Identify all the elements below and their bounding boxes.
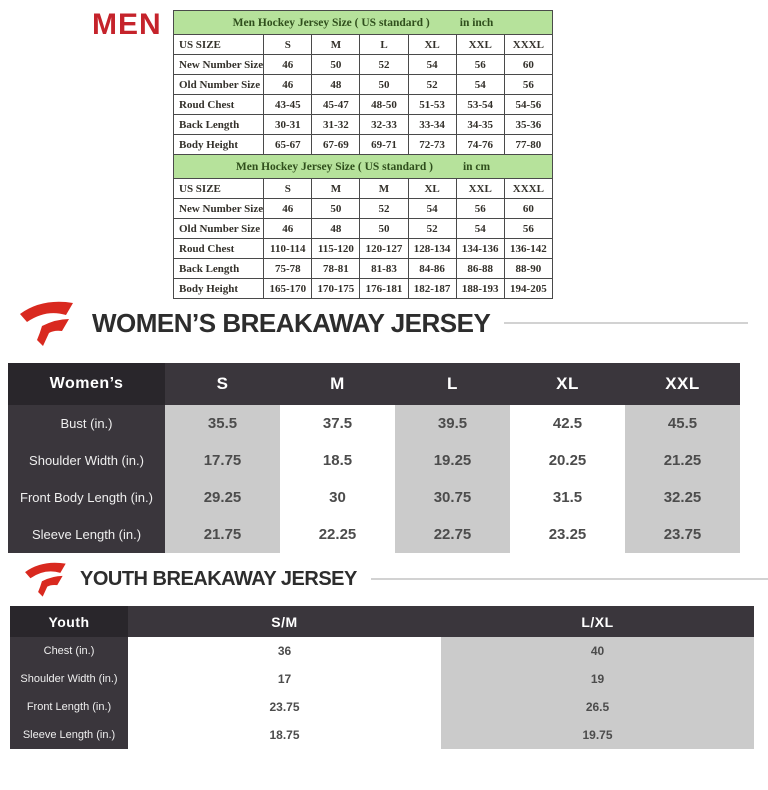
men-value-cell: 52 — [408, 75, 456, 95]
men-table-unit-text: in inch — [459, 16, 494, 29]
youth-section-title: YOUTH BREAKAWAY JERSEY — [80, 567, 357, 590]
men-table-title — [174, 11, 553, 35]
men-value-cell: 69-71 — [360, 135, 408, 155]
men-value-cell: 48 — [312, 219, 360, 239]
women-table-row-label: Sleeve Length (in.) — [8, 516, 165, 553]
youth-table-column-header: S/M — [128, 606, 441, 637]
men-value-cell: 48-50 — [360, 95, 408, 115]
youth-table-corner-label: Youth — [10, 606, 128, 637]
men-value-cell: 46 — [264, 199, 312, 219]
men-value-cell: 56 — [504, 219, 552, 239]
men-header-size-cell: M — [360, 179, 408, 199]
women-table-value-cell: 39.5 — [395, 405, 510, 442]
men-header-label-cell: US SIZE — [174, 179, 264, 199]
men-value-cell: 46 — [264, 75, 312, 95]
men-value-cell: 48 — [312, 75, 360, 95]
men-table-title-text: Men Hockey Jersey Size ( US standard ) — [235, 160, 433, 173]
women-table-value-cell: 23.25 — [548, 526, 587, 543]
men-value-cell: 54 — [456, 219, 504, 239]
men-table-title-row — [174, 155, 553, 179]
women-table-value-cell: 29.25 — [165, 479, 280, 516]
youth-table-value-cell: 40 — [441, 637, 754, 665]
youth-header-rule — [371, 578, 768, 580]
youth-table-row — [10, 721, 754, 749]
men-value-cell: 32-33 — [360, 115, 408, 135]
men-header-size-cell: XXL — [456, 179, 504, 199]
men-value-cell: 136-142 — [504, 239, 552, 259]
men-table-header-row — [174, 35, 553, 55]
men-value-cell: 56 — [456, 55, 504, 75]
youth-section-header — [22, 556, 768, 602]
men-value-cell: 194-205 — [504, 279, 552, 299]
men-value-cell: 50 — [360, 75, 408, 95]
men-value-cell: 53-54 — [456, 95, 504, 115]
women-table-row — [8, 405, 740, 442]
women-table-row-label: Front Body Length (in.) — [8, 479, 165, 516]
men-value-cell: 77-80 — [504, 135, 552, 155]
men-value-cell: 54 — [456, 75, 504, 95]
men-value-cell: 60 — [504, 199, 552, 219]
youth-table-value-cell: 23.75 — [269, 700, 300, 714]
men-header-size-cell: XL — [408, 179, 456, 199]
women-table-value-cell: 21.25 — [625, 442, 740, 479]
women-table-row-label: Shoulder Width (in.) — [8, 442, 165, 479]
women-table-value-cell: 17.75 — [165, 442, 280, 479]
women-section-title: WOMEN’S BREAKAWAY JERSEY — [92, 307, 491, 338]
women-table-value-cell: 18.5 — [322, 452, 353, 469]
women-table-value-cell: 31.5 — [552, 489, 583, 506]
men-header-size-cell: XL — [408, 35, 456, 55]
men-size-table-body — [174, 11, 553, 299]
women-table-value-cell: 20.25 — [548, 452, 587, 469]
men-row-label: Old Number Size — [174, 75, 264, 95]
youth-table-column-header: L/XL — [441, 606, 754, 637]
men-row-label: Roud Chest — [174, 239, 264, 259]
women-table-value-cell: 30 — [329, 489, 346, 506]
women-header-rule — [504, 322, 748, 324]
men-table-row — [174, 259, 553, 279]
women-table-column-header: XXL — [625, 363, 740, 405]
women-table-value-cell: 19.25 — [395, 442, 510, 479]
women-table-value-cell: 35.5 — [165, 405, 280, 442]
youth-table-row-label: Front Length (in.) — [10, 693, 128, 721]
men-value-cell: 51-53 — [408, 95, 456, 115]
men-table-row — [174, 135, 553, 155]
men-header-size-cell: XXXL — [504, 179, 552, 199]
men-row-label: Back Length — [174, 115, 264, 135]
women-size-table-head — [8, 363, 740, 405]
youth-table-value-cell: 19 — [441, 665, 754, 693]
men-table-row — [174, 55, 553, 75]
men-table-row — [174, 239, 553, 259]
men-value-cell: 176-181 — [360, 279, 408, 299]
men-header-size-cell: M — [312, 35, 360, 55]
men-value-cell: 74-76 — [456, 135, 504, 155]
women-section-header — [16, 296, 748, 350]
men-value-cell: 34-35 — [456, 115, 504, 135]
men-value-cell: 56 — [456, 199, 504, 219]
women-table-column-header: XL — [510, 363, 625, 405]
women-table-corner-label: Women’s — [8, 363, 165, 405]
youth-table-value-cell: 26.5 — [441, 693, 754, 721]
men-value-cell: 52 — [408, 219, 456, 239]
women-table-value-cell: 45.5 — [625, 405, 740, 442]
women-size-table-body — [8, 405, 740, 553]
youth-table-value-cell: 17 — [277, 672, 292, 686]
men-value-cell: 31-32 — [312, 115, 360, 135]
men-value-cell: 72-73 — [408, 135, 456, 155]
men-table-header-row — [174, 179, 553, 199]
youth-size-table-body — [10, 637, 754, 749]
men-value-cell: 50 — [312, 199, 360, 219]
men-value-cell: 81-83 — [360, 259, 408, 279]
youth-table-header-row — [10, 606, 754, 637]
men-table-title-text: Men Hockey Jersey Size ( US standard ) — [232, 16, 430, 29]
women-table-value-cell: 42.5 — [552, 415, 583, 432]
men-value-cell: 110-114 — [264, 239, 312, 259]
men-value-cell: 52 — [360, 55, 408, 75]
men-header-size-cell: S — [264, 179, 312, 199]
men-value-cell: 75-78 — [264, 259, 312, 279]
men-value-cell: 120-127 — [360, 239, 408, 259]
women-table-value-cell: 30.75 — [395, 479, 510, 516]
men-section-label: MEN — [92, 8, 162, 41]
youth-table-row — [10, 637, 754, 665]
men-value-cell: 46 — [264, 219, 312, 239]
women-table-column-header: S — [165, 363, 280, 405]
men-value-cell: 78-81 — [312, 259, 360, 279]
men-value-cell: 84-86 — [408, 259, 456, 279]
men-table-row — [174, 75, 553, 95]
men-value-cell: 165-170 — [264, 279, 312, 299]
men-row-label: Body Height — [174, 279, 264, 299]
men-header-size-cell: XXL — [456, 35, 504, 55]
women-table-value-cell: 21.75 — [165, 516, 280, 553]
men-value-cell: 67-69 — [312, 135, 360, 155]
men-value-cell: 86-88 — [456, 259, 504, 279]
men-header-size-cell: M — [312, 179, 360, 199]
youth-table-value-cell: 18.75 — [269, 728, 300, 742]
women-table-value-cell: 22.75 — [395, 516, 510, 553]
men-value-cell: 170-175 — [312, 279, 360, 299]
youth-table-value-cell: 19.75 — [441, 721, 754, 749]
men-table-row — [174, 115, 553, 135]
men-table-row — [174, 219, 553, 239]
men-value-cell: 54 — [408, 199, 456, 219]
men-value-cell: 65-67 — [264, 135, 312, 155]
men-value-cell: 54-56 — [504, 95, 552, 115]
men-header-label-cell: US SIZE — [174, 35, 264, 55]
men-size-table — [173, 10, 553, 299]
women-table-value-cell: 32.25 — [625, 479, 740, 516]
women-table-value-cell: 23.75 — [625, 516, 740, 553]
fanatics-flag-logo-icon — [16, 297, 76, 349]
men-header-size-cell: L — [360, 35, 408, 55]
men-table-title-row — [174, 11, 553, 35]
men-row-label: New Number Size — [174, 199, 264, 219]
men-value-cell: 128-134 — [408, 239, 456, 259]
fanatics-flag-logo-icon — [22, 559, 68, 599]
women-table-header-row — [8, 363, 740, 405]
youth-table-row-label: Shoulder Width (in.) — [10, 665, 128, 693]
men-table-unit-text: in cm — [462, 160, 491, 173]
men-value-cell: 60 — [504, 55, 552, 75]
youth-table-row-label: Chest (in.) — [10, 637, 128, 665]
men-value-cell: 134-136 — [456, 239, 504, 259]
men-row-label: New Number Size — [174, 55, 264, 75]
youth-size-table-head — [10, 606, 754, 637]
men-value-cell: 50 — [360, 219, 408, 239]
men-row-label: Body Height — [174, 135, 264, 155]
youth-table-row-label: Sleeve Length (in.) — [10, 721, 128, 749]
men-value-cell: 88-90 — [504, 259, 552, 279]
men-value-cell: 33-34 — [408, 115, 456, 135]
women-table-value-cell: 37.5 — [322, 415, 353, 432]
youth-size-table — [10, 606, 754, 749]
men-table-title — [174, 155, 553, 179]
men-value-cell: 43-45 — [264, 95, 312, 115]
women-table-column-header: M — [280, 363, 395, 405]
men-value-cell: 52 — [360, 199, 408, 219]
men-row-label: Old Number Size — [174, 219, 264, 239]
men-table-row — [174, 199, 553, 219]
men-value-cell: 115-120 — [312, 239, 360, 259]
men-header-size-cell: XXXL — [504, 35, 552, 55]
men-row-label: Back Length — [174, 259, 264, 279]
men-value-cell: 188-193 — [456, 279, 504, 299]
men-value-cell: 30-31 — [264, 115, 312, 135]
men-value-cell: 50 — [312, 55, 360, 75]
women-table-row-label: Bust (in.) — [8, 405, 165, 442]
women-table-row — [8, 516, 740, 553]
men-table-row — [174, 95, 553, 115]
women-table-row — [8, 442, 740, 479]
women-table-value-cell: 22.25 — [318, 526, 357, 543]
youth-table-row — [10, 693, 754, 721]
women-table-row — [8, 479, 740, 516]
women-table-column-header: L — [395, 363, 510, 405]
youth-table-row — [10, 665, 754, 693]
men-value-cell: 182-187 — [408, 279, 456, 299]
men-row-label: Roud Chest — [174, 95, 264, 115]
youth-table-value-cell: 36 — [277, 644, 292, 658]
men-value-cell: 56 — [504, 75, 552, 95]
men-value-cell: 46 — [264, 55, 312, 75]
men-value-cell: 45-47 — [312, 95, 360, 115]
men-value-cell: 54 — [408, 55, 456, 75]
men-header-size-cell: S — [264, 35, 312, 55]
men-value-cell: 35-36 — [504, 115, 552, 135]
women-size-table — [8, 363, 740, 553]
